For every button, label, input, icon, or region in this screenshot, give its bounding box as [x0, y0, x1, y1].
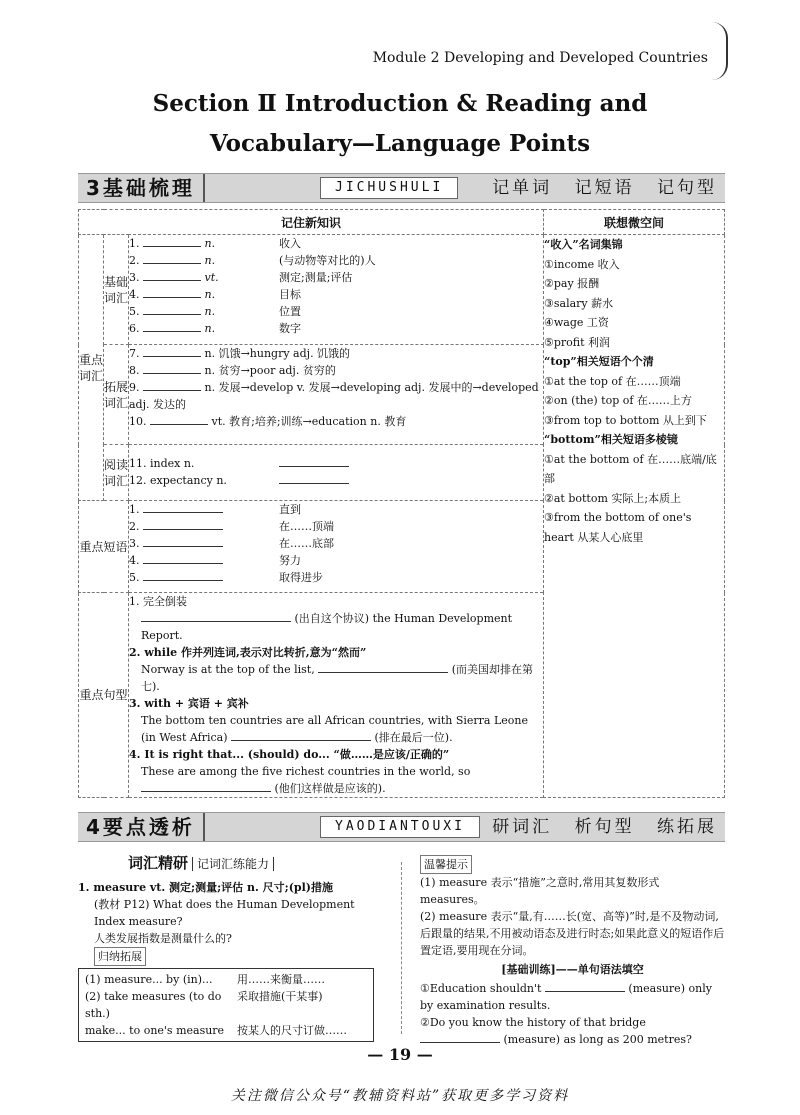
answer-blank[interactable]	[143, 518, 223, 530]
sentence-heading: 2. while 作并列连词,表示对比转折,意为“然而”	[129, 646, 367, 659]
band-goal: 练拓展	[657, 817, 717, 837]
answer-blank[interactable]	[143, 501, 223, 513]
sentence-heading: 1. 完全倒装	[129, 595, 187, 608]
column-divider	[401, 862, 402, 1034]
phrase-item: 4. 努力	[129, 554, 301, 567]
side-heading: “bottom”相关短语多棱镜	[544, 433, 678, 446]
page-title-line1: Section Ⅱ Introduction & Reading and	[152, 90, 648, 117]
phrase-item: 1. 直到	[129, 503, 301, 516]
association-sidebar	[544, 235, 725, 798]
vocab-item: 7. n. 饥饿→hungry adj. 饥饿的	[129, 347, 351, 360]
band-pinyin: JICHUSHULI	[320, 177, 458, 199]
answer-blank[interactable]	[141, 780, 271, 792]
summary-box	[78, 968, 374, 1042]
sentence-heading: 3. with + 宾语 + 宾补	[129, 697, 249, 710]
header-decoration	[712, 22, 728, 80]
answer-blank[interactable]	[143, 535, 223, 547]
summary-tag: 归纳拓展	[94, 947, 146, 966]
table-head-right: 联想微空间	[544, 210, 725, 235]
sentence-heading: 4. It is right that... (should) do... “做……是应该/正确的”	[129, 748, 450, 761]
sentence-example: Norway is at the top of the list, (而美国却排在第七).	[141, 663, 534, 693]
group-label-phrases: 重点短语	[79, 501, 129, 593]
table-head-left: 记住新知识	[79, 210, 544, 235]
vocab-item: 8. n. 贫穷→poor adj. 贫穷的	[129, 364, 336, 377]
phrase-item: 3. 在……底部	[129, 537, 334, 550]
answer-blank[interactable]	[143, 286, 201, 298]
band-goal: 记句型	[657, 178, 717, 198]
tip-item: (1) measure 表示“措施”之意时,常用其复数形式 measures。	[420, 876, 660, 906]
band-goals	[478, 813, 717, 841]
answer-blank[interactable]	[318, 661, 448, 673]
summary-row: make... to one's measure 按某人的尺寸订做……	[85, 1024, 347, 1037]
drill-question: ②Do you know the history of that bridge (measure) as long as 200 metres?	[420, 1016, 692, 1046]
sentence-patterns	[129, 593, 544, 798]
answer-blank[interactable]	[545, 980, 625, 992]
vocab-section-subtitle: 记词汇练能力	[192, 857, 274, 871]
band-title: 3基础梳理	[78, 174, 205, 202]
answer-blank[interactable]	[143, 345, 201, 357]
answer-blank[interactable]	[231, 729, 371, 741]
side-item: ②on (the) top of 在……上方	[544, 394, 692, 407]
summary-row: (2) take measures (to do sth.) 采取措施(干某事)	[85, 990, 323, 1020]
sentence-example: The bottom ten countries are all African countries, with Sierra Leone (in West Africa) (排在最后一位).	[141, 714, 529, 744]
answer-blank[interactable]	[143, 252, 201, 264]
section-band-analysis	[78, 812, 725, 842]
module-header: Module 2 Developing and Developed Countries	[372, 50, 708, 66]
answer-blank[interactable]	[143, 235, 201, 247]
side-item: ④wage 工资	[544, 316, 609, 329]
vocab-item: 1. n. 收入	[129, 237, 301, 250]
sentence-example: (出自这个协议) the Human Development Report.	[141, 612, 513, 642]
sub-label-basic: 基础词汇	[104, 235, 129, 345]
section-band-basics	[78, 173, 725, 203]
footer-note: 关注微信公众号“教辅资料站”获取更多学习资料	[230, 1088, 570, 1104]
knowledge-table	[78, 209, 725, 798]
side-item: ①at the bottom of 在……底端/底部	[544, 452, 717, 485]
phrase-item: 2. 在……顶端	[129, 520, 334, 533]
vocab-example-cn: 人类发展指数是测量什么的?	[94, 932, 232, 945]
page-title-line2: Vocabulary—Language Points	[209, 130, 591, 157]
vocab-section-title: 词汇精研 记词汇练能力	[128, 855, 388, 873]
answer-blank[interactable]	[143, 362, 201, 374]
vocab-item: 12. expectancy n.	[129, 472, 543, 489]
band-goal: 研词汇	[492, 817, 553, 837]
group-label-sentences: 重点句型	[79, 593, 129, 798]
vocab-item: 9. n. 发展→develop v. 发展→developing adj. 发展中的→developed adj. 发达的	[129, 381, 539, 411]
side-item: ③from the bottom of one's heart 从某人心底里	[544, 511, 692, 544]
summary-row: (1) measure... by (in)... 用……来衡量……	[85, 973, 325, 986]
band-title: 4要点透析	[78, 813, 205, 841]
side-item: ③salary 薪水	[544, 296, 614, 310]
phrase-item: 5. 取得进步	[129, 571, 323, 584]
answer-blank[interactable]	[150, 413, 208, 425]
vocab-item: 6. n. 数字	[129, 322, 301, 335]
answer-blank[interactable]	[143, 269, 201, 281]
band-goal: 析句型	[574, 817, 635, 837]
tip-item: (2) measure 表示“量,有……长(宽、高等)”时,是不及物动词,后跟量的结果,不用被动语态及进行时态;如果此意义的短语作后置定语,要用现在分词。	[420, 910, 725, 957]
side-item: ⑤profit 利润	[544, 335, 611, 349]
answer-blank[interactable]	[143, 303, 201, 315]
band-goal: 记短语	[574, 178, 635, 198]
band-goal: 记单词	[492, 178, 553, 198]
answer-blank[interactable]	[279, 455, 349, 467]
answer-blank[interactable]	[279, 472, 349, 484]
side-item: ②at bottom 实际上;本质上	[544, 491, 682, 505]
vocab-item: 11. index n.	[129, 455, 543, 472]
tips-section	[420, 855, 725, 1048]
answer-blank[interactable]	[420, 1031, 500, 1043]
side-item: ②pay 报酬	[544, 277, 600, 290]
sentence-example: These are among the five richest countries in the world, so (他们这样做是应该的).	[141, 765, 471, 795]
answer-blank[interactable]	[143, 320, 201, 332]
answer-blank[interactable]	[143, 379, 201, 391]
vocab-item: 4. n. 目标	[129, 288, 301, 301]
reading-vocab-list	[129, 445, 544, 501]
vocab-item: 3. vt. 测定;测量;评估	[129, 271, 353, 284]
vocab-item: 10. vt. 教育;培养;训练→education n. 教育	[129, 415, 407, 428]
side-item: ③from top to bottom 从上到下	[544, 413, 707, 427]
basic-vocab-list	[129, 235, 544, 345]
vocab-example-en: (教材 P12) What does the Human Development Index measure?	[94, 898, 355, 928]
answer-blank[interactable]	[141, 610, 291, 622]
answer-blank[interactable]	[143, 569, 223, 581]
side-heading: “top”相关短语个个清	[544, 355, 654, 368]
extended-vocab-list	[129, 345, 544, 445]
sub-label-extended: 拓展词汇	[104, 345, 129, 445]
vocab-study-section	[78, 855, 388, 1042]
side-heading: “收入”名词集锦	[544, 238, 623, 251]
drill-question: ①Education shouldn't (measure) only by examination results.	[420, 982, 712, 1012]
drill-title: [基础训练]——单句语法填空	[501, 963, 644, 976]
side-item: ①at the top of 在……顶端	[544, 374, 681, 388]
vocab-item: 5. n. 位置	[129, 305, 301, 318]
vocab-entry: 1. measure vt. 测定;测量;评估 n. 尺寸;(pl)措施	[78, 881, 333, 894]
phrase-list	[129, 501, 544, 593]
page-number: — 19 —	[367, 1045, 433, 1064]
band-goals	[478, 174, 717, 202]
group-label-vocab: 重点词汇	[79, 235, 104, 501]
answer-blank[interactable]	[143, 552, 223, 564]
sub-label-reading: 阅读词汇	[104, 445, 129, 501]
vocab-item: 2. n. (与动物等对比的)人	[129, 254, 376, 267]
tips-tag: 温馨提示	[420, 855, 472, 874]
band-pinyin: YAODIANTOUXI	[320, 816, 480, 838]
side-item: ①income 收入	[544, 257, 620, 271]
